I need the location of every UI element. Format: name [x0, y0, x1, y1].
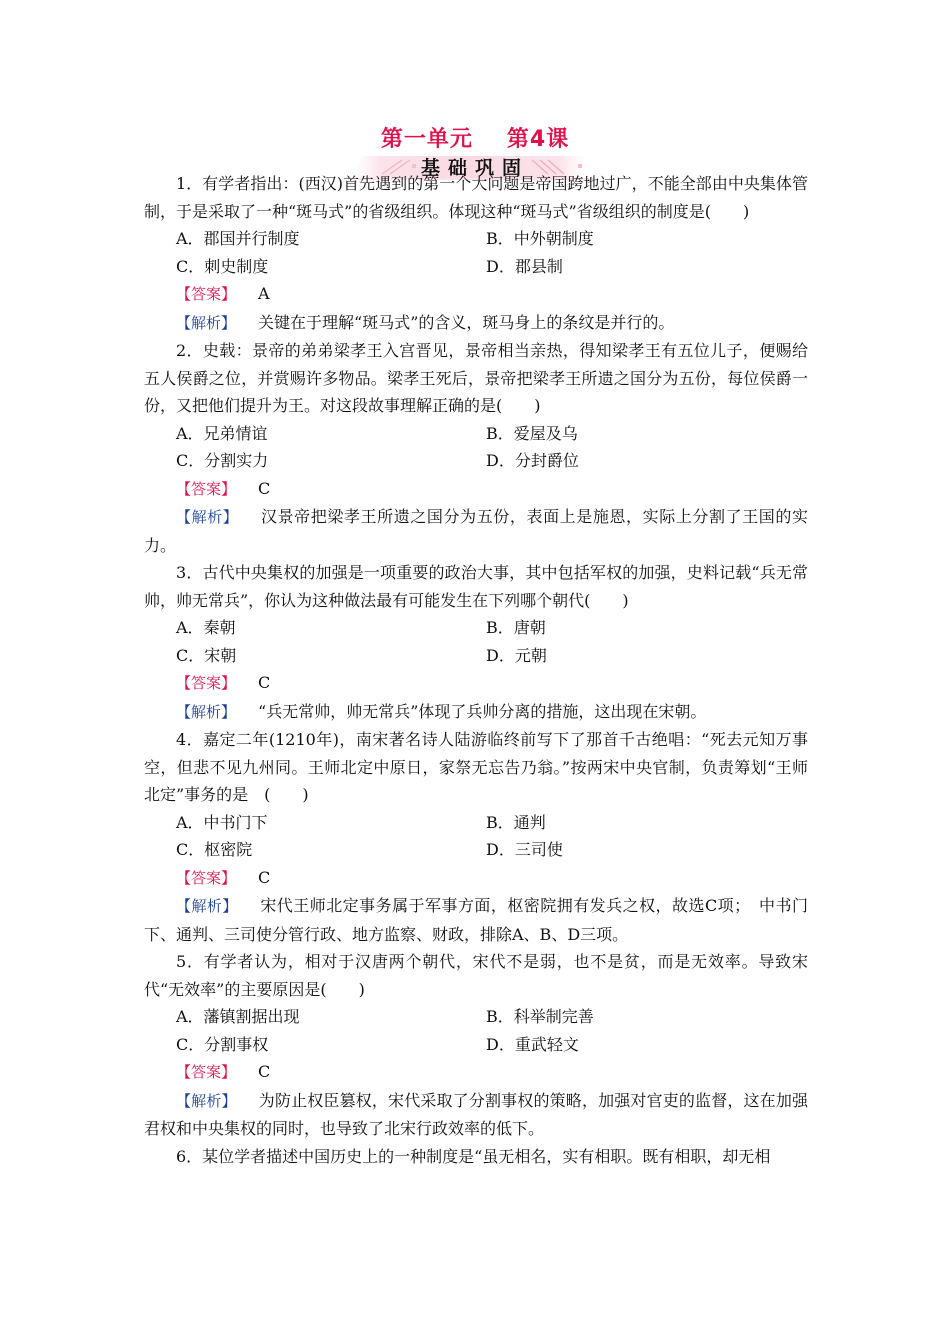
option-b: B．通判 — [486, 812, 546, 832]
answer-value: A — [258, 284, 270, 303]
question-stem: 3．古代中央集权的加强是一项重要的政治大事，其中包括军权的加强，史料记载“兵无常帅，帅无常兵”，你认为这种做法最有可能发生在下列哪个朝代( ) — [144, 563, 808, 610]
option-a: A．郡国并行制度 — [176, 229, 300, 248]
question-stem: 1．有学者指出：(西汉)首先遇到的第一个大问题是帝国跨地过广，不能全部由中央集体管制，于是采取了一种“斑马式”的省级组织。体现这种“斑马式”省级组织的制度是( ) — [144, 174, 808, 221]
question-stem: 2．史载：景帝的弟弟梁孝王入宫晋见，景帝相当亲热，得知梁孝王有五位儿子，便赐给五人侯爵之位，并赏赐许多物品。梁孝王死后，景帝把梁孝王所遗之国分为五份，每位侯爵一份，又把他们提升为王。对这段故事理解正确的是( ) — [144, 341, 808, 415]
options-row — [144, 1003, 808, 1031]
page-title — [0, 122, 950, 153]
options-row — [144, 642, 808, 670]
analysis-line — [144, 1087, 808, 1143]
answer-line — [144, 669, 808, 698]
option-b: B．唐朝 — [486, 618, 546, 637]
options-row — [144, 614, 808, 642]
option-c: C．刺史制度 — [176, 256, 269, 276]
option-d: D．郡县制 — [486, 256, 563, 276]
answer-label: 【答案】 — [176, 868, 237, 887]
option-d: D．分封爵位 — [486, 451, 579, 470]
question-stem: 4．嘉定二年(1210年)，南宋著名诗人陆游临终前写下了那首千古绝唱：“死去元知万事空，但悲不见九州同。王师北定中原日，家祭无忘告乃翁。”按两宋中央官制，负责筹划“王师北定”事务的是 ( ) — [144, 730, 808, 804]
analysis-text: 为防止权臣篡权，宋代采取了分割事权的策略，加强对官吏的监督，这在加强君权和中央集权的同时，也导致了北宋行政效率的低下。 — [144, 1090, 808, 1138]
option-d: D．元朝 — [486, 645, 547, 665]
option-c: C．枢密院 — [176, 840, 253, 859]
option-d: D．重武轻文 — [486, 1034, 579, 1054]
option-c: C．宋朝 — [176, 645, 237, 665]
options-row — [144, 1031, 808, 1059]
unit-title: 第一单元 — [380, 127, 473, 152]
option-a: A．秦朝 — [176, 618, 236, 637]
option-d: D．三司使 — [486, 840, 563, 859]
answer-value: C — [258, 1062, 271, 1081]
option-c: C．分割事权 — [176, 1034, 269, 1054]
section-heading: 基础巩固 — [420, 157, 529, 179]
option-a: A．中书门下 — [176, 812, 268, 832]
option-c: C．分割实力 — [176, 451, 269, 470]
answer-line — [144, 475, 808, 504]
answer-line — [144, 864, 808, 893]
lesson-title: 第4课 — [506, 127, 570, 152]
analysis-line — [144, 503, 808, 559]
answer-value: C — [258, 478, 271, 498]
question-list — [144, 170, 808, 1170]
question-stem: 5．有学者认为，相对于汉唐两个朝代，宋代不是弱，也不是贫，而是无效率。导致宋代“无效率”的主要原因是( ) — [144, 952, 808, 999]
analysis-text: 关键在于理解“斑马式”的含义，斑马身上的条纹是并行的。 — [258, 312, 675, 332]
answer-value: C — [258, 673, 271, 692]
analysis-line — [144, 309, 808, 338]
analysis-label: 【解析】 — [176, 313, 237, 332]
option-b: B．科举制完善 — [486, 1007, 594, 1026]
analysis-label: 【解析】 — [176, 508, 239, 526]
options-row — [144, 253, 808, 281]
analysis-text: 宋代王师北定事务属于军事方面，枢密院拥有发兵之权，故选C项； 中书门下、通判、三司使分管行政、地方监察、财政，排除A、B、D三项。 — [144, 896, 808, 944]
answer-label: 【答案】 — [176, 674, 237, 692]
options-row — [144, 836, 808, 864]
analysis-label: 【解析】 — [176, 1091, 237, 1110]
answer-line — [144, 280, 808, 309]
question-stem: 6．某位学者描述中国历史上的一种制度是“虽无相名，实有相职。既有相职，却无相 — [176, 1146, 771, 1166]
options-row — [144, 225, 808, 253]
options-row — [144, 809, 808, 837]
option-b: B．中外朝制度 — [486, 229, 594, 248]
options-row — [144, 420, 808, 448]
analysis-label: 【解析】 — [176, 897, 238, 915]
analysis-label: 【解析】 — [176, 702, 237, 721]
option-b: B．爱屋及乌 — [486, 423, 578, 443]
option-a: A．藩镇割据出现 — [176, 1007, 300, 1026]
answer-label: 【答案】 — [176, 479, 237, 498]
options-row — [144, 447, 808, 475]
answer-label: 【答案】 — [176, 1063, 237, 1081]
answer-line — [144, 1058, 808, 1087]
analysis-line — [144, 892, 808, 948]
analysis-text: 汉景帝把梁孝王所遗之国分为五份，表面上是施恩，实际上分割了王国的实力。 — [144, 507, 808, 555]
answer-value: C — [258, 867, 271, 887]
answer-label: 【答案】 — [176, 285, 237, 303]
analysis-line — [144, 698, 808, 727]
analysis-text: “兵无常帅，帅无常兵”体现了兵帅分离的措施，这出现在宋朝。 — [258, 701, 707, 721]
option-a: A．兄弟情谊 — [176, 423, 268, 443]
